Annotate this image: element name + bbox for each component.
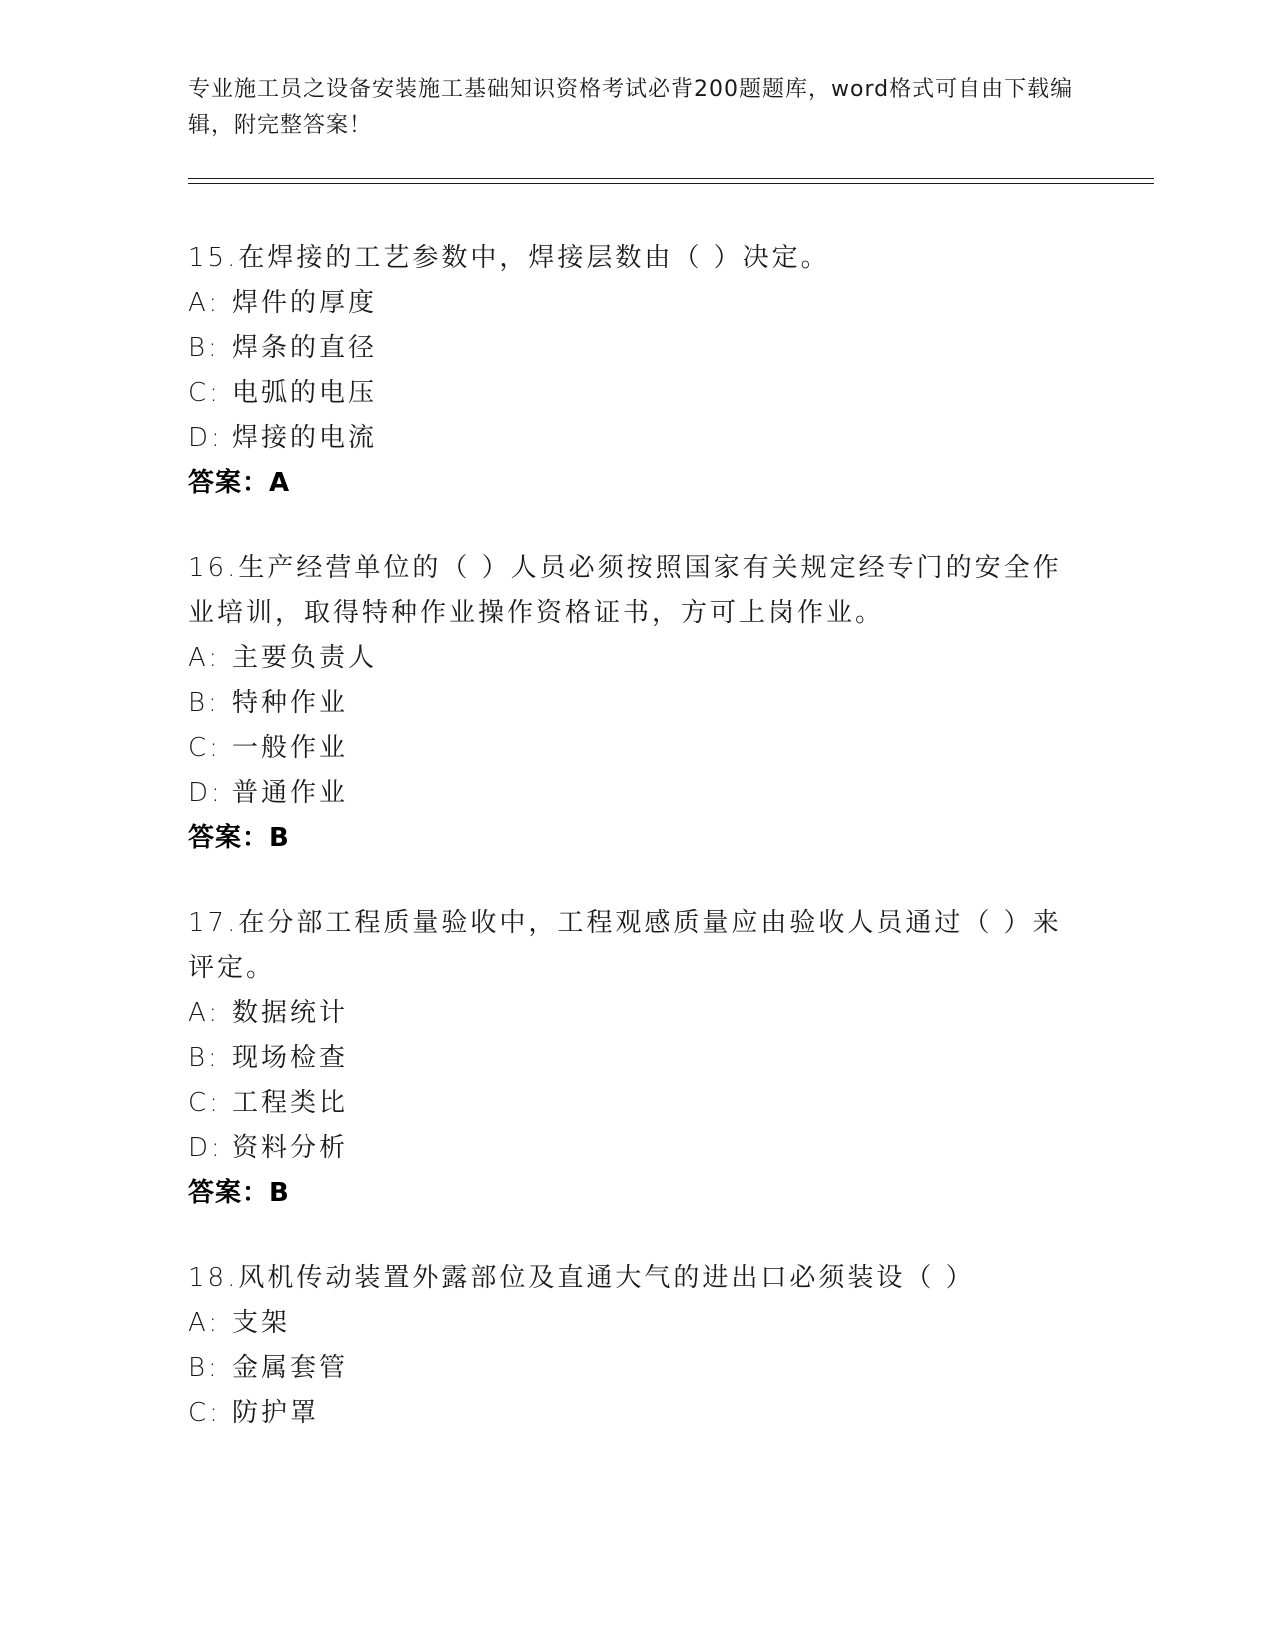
option-text: 工程类比 [232, 1088, 349, 1118]
question-stem: 16.生产经营单位的（ ）人员必须按照国家有关规定经专门的安全作业培训，取得特种作业操作资格证书，方可上岗作业。 [188, 553, 1062, 628]
option-label: B: [188, 688, 220, 718]
option-a [188, 281, 1068, 326]
option-b [188, 681, 1068, 726]
option-text: 防护罩 [232, 1398, 320, 1428]
option-label: D: [188, 1133, 223, 1163]
option-label: C: [188, 1398, 221, 1428]
option-label: D: [188, 423, 223, 453]
option-a [188, 636, 1068, 681]
question-stem: 18.风机传动装置外露部位及直通大气的进出口必须装设（ ） [188, 1263, 975, 1293]
question-16 [188, 546, 1068, 861]
answer-line: 答案：A [188, 468, 291, 498]
option-label: A: [188, 643, 221, 673]
option-a [188, 991, 1068, 1036]
option-text: 主要负责人 [232, 643, 378, 673]
option-text: 特种作业 [232, 688, 349, 718]
option-c [188, 371, 1068, 416]
question-list [188, 236, 1068, 1476]
answer-line: 答案：B [188, 823, 290, 853]
option-label: A: [188, 288, 221, 318]
option-label: B: [188, 1043, 220, 1073]
option-label: C: [188, 733, 221, 763]
page-header: 专业施工员之设备安装施工基础知识资格考试必背200题题库，word格式可自由下载编辑，附完整答案！ [188, 77, 1074, 138]
option-text: 焊件的厚度 [232, 288, 378, 318]
option-d [188, 416, 1068, 461]
option-text: 数据统计 [232, 998, 349, 1028]
question-stem: 15.在焊接的工艺参数中，焊接层数由（ ）决定。 [188, 243, 830, 273]
question-18 [188, 1256, 1068, 1436]
option-b [188, 1346, 1068, 1391]
option-text: 普通作业 [232, 778, 349, 808]
option-text: 焊接的电流 [232, 423, 378, 453]
option-label: C: [188, 378, 221, 408]
option-b [188, 1036, 1068, 1081]
option-text: 焊条的直径 [232, 333, 378, 363]
answer-line: 答案：B [188, 1178, 290, 1208]
option-c [188, 1081, 1068, 1126]
option-label: A: [188, 998, 221, 1028]
option-label: B: [188, 333, 220, 363]
option-text: 电弧的电压 [232, 378, 378, 408]
question-15 [188, 236, 1068, 506]
option-c [188, 1391, 1068, 1436]
header-rule-top [188, 178, 1154, 179]
question-stem: 17.在分部工程质量验收中，工程观感质量应由验收人员通过（ ）来评定。 [188, 908, 1062, 983]
option-d [188, 1126, 1068, 1171]
option-a [188, 1301, 1068, 1346]
option-d [188, 771, 1068, 816]
question-17 [188, 901, 1068, 1216]
option-b [188, 326, 1068, 371]
option-text: 资料分析 [232, 1133, 349, 1163]
option-label: D: [188, 778, 223, 808]
option-label: C: [188, 1088, 221, 1118]
option-text: 现场检查 [232, 1043, 349, 1073]
option-c [188, 726, 1068, 771]
header-rule-bottom [188, 183, 1154, 184]
option-text: 一般作业 [232, 733, 349, 763]
option-text: 支架 [232, 1308, 291, 1338]
option-label: B: [188, 1353, 220, 1383]
option-label: A: [188, 1308, 221, 1338]
option-text: 金属套管 [232, 1353, 349, 1383]
